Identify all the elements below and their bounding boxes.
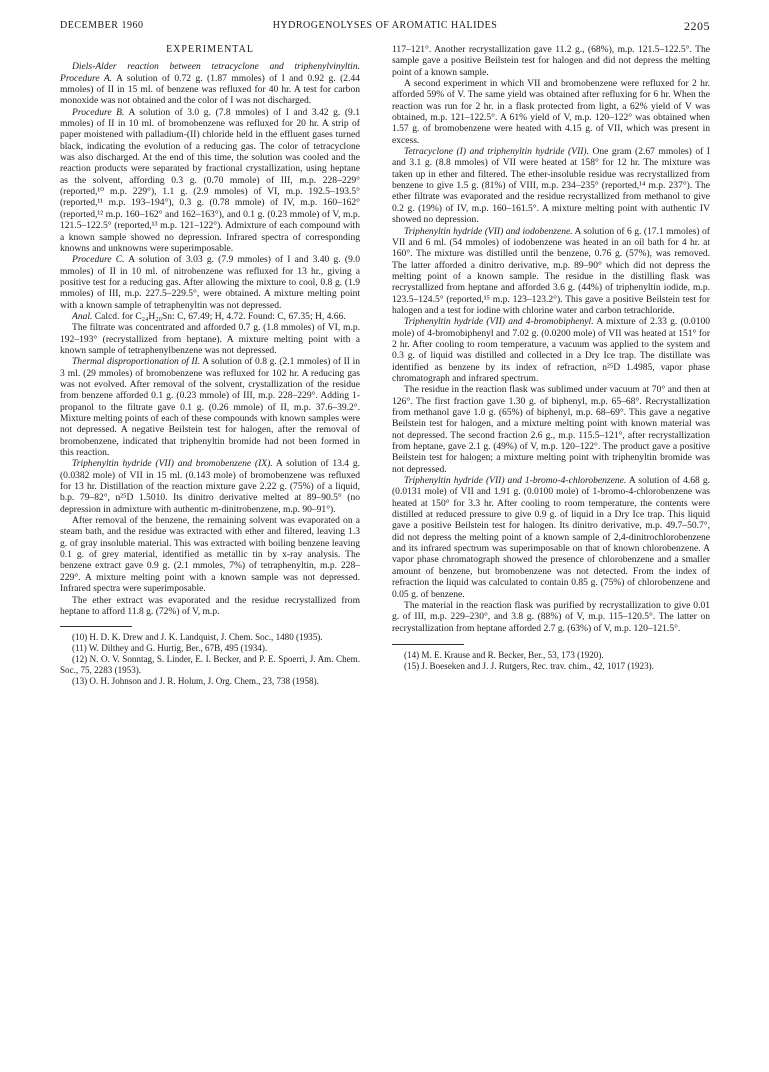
paragraph <box>60 515 360 594</box>
running-header <box>60 20 710 34</box>
subheading: Triphenyltin hydride (VII) and bromobenzene (IX). <box>72 458 273 470</box>
paragraph <box>60 458 360 515</box>
footnote: (10) H. D. K. Drew and J. K. Landquist, J. Chem. Soc., 1480 (1935). <box>72 632 323 643</box>
paragraph-text: After removal of the benzene, the remaining solvent was evaporated on a steam bath, and the residue was extracted with ether and filtered, leaving 1.3 g. of gray insoluble material. This was extracted with boiling benzene leaving 0.1 g. of grey material, identified as metallic tin by x-ray analysis. The benzene extract gave 0.9 g. (2.1 mmoles, 7%) of tetraphenyltin, m.p. 228–229°. A mixture melting point with a known sample was not depressed. Infrared spectra were superimposable. <box>60 515 360 595</box>
left-paragraphs <box>60 61 360 617</box>
paragraph <box>60 595 360 618</box>
paragraph <box>392 146 710 225</box>
paragraph-text: A solution of 6 g. (17.1 mmoles) of VII and 6 ml. (54 mmoles) of iodobenzene was heated in an oil bath for 4 hr. at 160°. The mixture was distilled until the benzene, 0.76 g. (57%), was removed. The latter afforded a dinitro derivative, m.p. 89–90° which did not depress the melting point of a known sample. The residue in the distilling flask was recrystallized from heptane and afforded 3.6 g. (44%) of triphenyltin iodide, m.p. 123.5–124.5° (reported,¹⁵ m.p. 123–123.2°). This gave a positive Beilstein test for halogen and a test for iodine with chlorine water and carbon tetrachloride. <box>392 225 710 316</box>
subheading: Triphenyltin hydride (VII) and iodobenzene. <box>404 225 573 237</box>
paragraph <box>60 356 360 458</box>
paragraph-text: A solution of 3.03 g. (7.9 mmoles) of I and 3.40 g. (9.0 mmoles) of II in 10 ml. of nitrobenzene was refluxed for 13 hr., giving a positive test for a reducing gas. After allowing the mixture to cool, 0.8 g. (1.9 mmoles) of III, m.p. 227.5–229.5°, were obtained. A mixture melting point with a known sample of tetraphenyltin was not depressed. <box>60 254 360 311</box>
paragraph-text: A solution of 3.0 g. (7.8 mmoles) of I and 3.42 g. (9.1 mmoles) of II in 10 ml. of bromobenzene was refluxed for 20 hr. A strip of paper moistened with palladium-(II) chloride held in the effluent gases turned black, indicating the evolution of a reducing gas. The color of tetracyclone was also discharged. At the end of this time, the solution was cooled and the reaction products were separated by fractional crystallization, using heptane as the solvent, affording 0.3 g. (0.70 mmole) of III, m.p. 228–229° (reported,¹⁰ m.p. 229°), 1.1 g. (2.9 mmoles) of VI, m.p. 192.5–193.5° (reported,¹¹ m.p. 193–194°), 0.3 g. (0.78 mmole) of IV, m.p. 160–162° (reported,¹² m.p. 160–162° and 162–163°), and 0.1 g. (0.23 mmole) of V, m.p. 121.5–122.5° (reported,¹³ m.p. 121–122°). Admixture of each compound with a known sample showed no depression. Infrared spectra of corresponding knowns and unknowns were superimposable. <box>60 106 360 254</box>
subheading: Triphenyltin hydride (VII) and 4-bromobiphenyl. <box>404 316 594 328</box>
subheading: Procedure C. <box>72 254 125 266</box>
paragraph <box>60 61 360 106</box>
footnote: (12) N. O. V. Sonntag, S. Linder, E. I. Becker, and P. E. Spoerri, J. Am. Chem. Soc., 75, 2283 (1953). <box>60 654 360 676</box>
paragraph-text: The filtrate was concentrated and afforded 0.7 g. (1.8 mmoles) of VI, m.p. 192–193° (recrystallized from heptane). A mixture melting point with a known sample of tetraphenylbenzene was not depressed. <box>60 322 360 356</box>
paragraph-text: Calcd. for C₂₄H₂₀Sn: C, 67.49; H, 4.72. Found: C, 67.35; H, 4.66. <box>92 310 346 322</box>
footnote-rule <box>392 644 464 645</box>
paragraph <box>60 322 360 356</box>
subheading: Procedure B. <box>72 106 125 118</box>
paragraph-text: A second experiment in which VII and bromobenzene were refluxed for 2 hr. afforded 59% of V. The same yield was obtained after refluxing for 6 hr. When the reaction was run for 2 hr. in a flask protected from light, a 62% yield of V was obtained, m.p. 121–122.5°. A 61% yield of V, m.p. 120–122° was obtained when 1.57 g. of bromobenzene were heated with 4.15 g. of VII, which was present in excess. <box>392 78 710 146</box>
subheading: Tetracyclone (I) and triphenyltin hydride (VII). <box>404 146 589 158</box>
paragraph <box>392 226 710 317</box>
right-paragraphs <box>392 44 710 634</box>
header-title: HYDROGENOLYSES OF AROMATIC HALIDES <box>272 20 498 31</box>
subheading: Diels-Alder reaction between tetracyclone and triphenylvinyltin. Procedure A. <box>60 61 360 84</box>
right-column <box>392 44 710 672</box>
footnote: (15) J. Boeseken and J. J. Rutgers, Rec. trav. chim., 42, 1017 (1923). <box>404 660 654 671</box>
subheading: Thermal disproportionation of II. <box>72 356 201 368</box>
paragraph-text: 117–121°. Another recrystallization gave 11.2 g., (68%), m.p. 121.5–122.5°. The sample gave a positive Beilstein test for halogen and did not depress the melting point of a known sample. <box>392 44 710 78</box>
paragraph-text: One gram (2.67 mmoles) of I and 3.1 g. (8.8 mmoles) of VII were heated at 158° for 12 hr. The mixture was taken up in ether and filtered. The ether-insoluble residue was recrystallized from benzene to give 1.5 g. (81%) of VIII, m.p. 234–235° (reported,¹⁴ m.p. 237°). The ether filtrate was evaporated and the residue recrystallized from methanol to give 0.2 g. (19%) of IV, m.p. 160–161.5°. A mixture melting point with authentic IV showed no depression. <box>392 146 710 226</box>
paragraph-text: A solution of 0.72 g. (1.87 mmoles) of I and 0.92 g. (2.44 mmoles) of II in 15 ml. of benzene was refluxed for 40 hr. A test for carbon monoxide was not obtained and the color of I was not discharged. <box>60 72 360 107</box>
paragraph-text: A solution of 13.4 g. (0.0382 mole) of VII in 15 ml. (0.143 mole) of bromobenzene was refluxed for 13 hr. Distillation of the reaction mixture gave 2.22 g. (75%) of a liquid, b.p. 79–82°, n²⁵D 1.5010. Its dinitro derivative melted at 89–90.5° (no depression in admixture with authentic m-dinitrobenzene, m.p. 90–91°). <box>60 458 360 515</box>
paragraph-text: The material in the reaction flask was purified by recrystallization to give 0.01 g. of III, m.p. 229–230°, and 3.8 g. (88%) of V, m.p. 115–120.5°. The latter on recrystallization from heptane afforded 2.7 g. (63%) of V, m.p. 120–121.5°. <box>392 599 710 634</box>
left-footnotes <box>60 632 360 687</box>
paragraph <box>392 600 710 634</box>
section-title: EXPERIMENTAL <box>166 44 254 55</box>
paragraph <box>392 78 710 146</box>
page-number: 2205 <box>684 19 710 33</box>
paragraph <box>60 254 360 311</box>
paragraph-text: The ether extract was evaporated and the residue recrystallized from heptane to afford 11.8 g. (72%) of V, m.p. <box>60 594 360 617</box>
footnote-rule <box>60 626 132 627</box>
paragraph-text: A solution of 0.8 g. (2.1 mmoles) of II in 3 ml. (29 mmoles) of bromobenzene was refluxed for 102 hr. A reducing gas was not evolved. After removal of the solvent, crystallization of the residue from benzene afforded 0.1 g. (0.23 mmole) of III, m.p. 228–229°. Adding 1-propanol to the filtrate gave 0.1 g. (0.26 mmole) of II, m.p. 37.6–39.2°. Mixture melting points of each of these compounds with known samples were not depressed. A negative Beilstein test for halogen, after the removal of bromobenzene, indicated that triphenyltin bromide had not been formed in this reaction. <box>60 356 360 459</box>
paragraph <box>392 44 710 78</box>
paragraph <box>392 475 710 600</box>
paragraph-text: A solution of 4.68 g. (0.0131 mole) of VII and 1.91 g. (0.0100 mole) of 1-bromo-4-chlorobenzene was heated at 150° for 3.3 hr. After cooling to room temperature, the contents were distilled at reduced pressure to give 0.9 g. of liquid in a Dry Ice trap. This liquid gave a positive Beilstein test for halogen. Its dinitro derivative, m.p. 49.7–50.7°, did not depress the melting point of a known sample of 2,4-dinitrochlorobenzene and its infrared spectrum was superimposable on that of known chlorobenzene. A vapor phase chromatograph showed the presence of chlorobenzene and a smaller amount of benzene, but bromobenzene was not detected. From the index of refraction the liquid was calculated to contain 0.85 g. (75%) of chlorobenzene and 0.05 g. of benzene. <box>392 475 710 600</box>
footnote: (11) W. Dilthey and G. Hurtig, Ber., 67B, 495 (1934). <box>72 643 268 654</box>
paragraph <box>392 384 710 475</box>
footnote: (13) O. H. Johnson and J. R. Holum, J. Org. Chem., 23, 738 (1958). <box>72 676 319 687</box>
paragraph-text: The residue in the reaction flask was sublimed under vacuum at 70° and then at 126°. The first fraction gave 1.30 g. of biphenyl, m.p. 65–68°. Recrystallization from methanol gave 1.0 g. (65%) of biphenyl, m.p. 68–69°. This gave a negative Beilstein test for halogen, and a mixture melting point with known material was not depressed. The second fraction 2.6 g., m.p. 115.5–121°, after recrystallization from heptane, gave 2.1 g. (49%) of V, m.p. 120–122°. The product gave a positive Beilstein test for halogen; a mixture melting point with triphenyltin bromide was not depressed. <box>392 384 710 475</box>
left-column <box>60 44 360 687</box>
subheading: Triphenyltin hydride (VII) and 1-bromo-4-chlorobenzene. <box>404 475 627 487</box>
paragraph <box>60 107 360 254</box>
right-footnotes <box>392 650 710 672</box>
footnote: (14) M. E. Krause and R. Becker, Ber., 53, 173 (1920). <box>404 649 604 660</box>
paragraph <box>392 316 710 384</box>
header-date: DECEMBER 1960 <box>60 20 144 31</box>
subheading: Anal. <box>72 310 93 322</box>
paragraph-text: A mixture of 2.33 g. (0.0100 mole) of 4-bromobiphenyl and 7.02 g. (0.0200 mole) of VII was heated at 151° for 2 hr. After cooling to room temperature, a vacuum was applied to the system and 0.3 g. of liquid was distilled and collected in a Dry Ice trap. The distillate was identified as benzene by its index of refraction, n²⁵D 1.4985, vapor phase chromatograph and infrared spectrum. <box>392 316 711 384</box>
paragraph <box>60 311 360 322</box>
